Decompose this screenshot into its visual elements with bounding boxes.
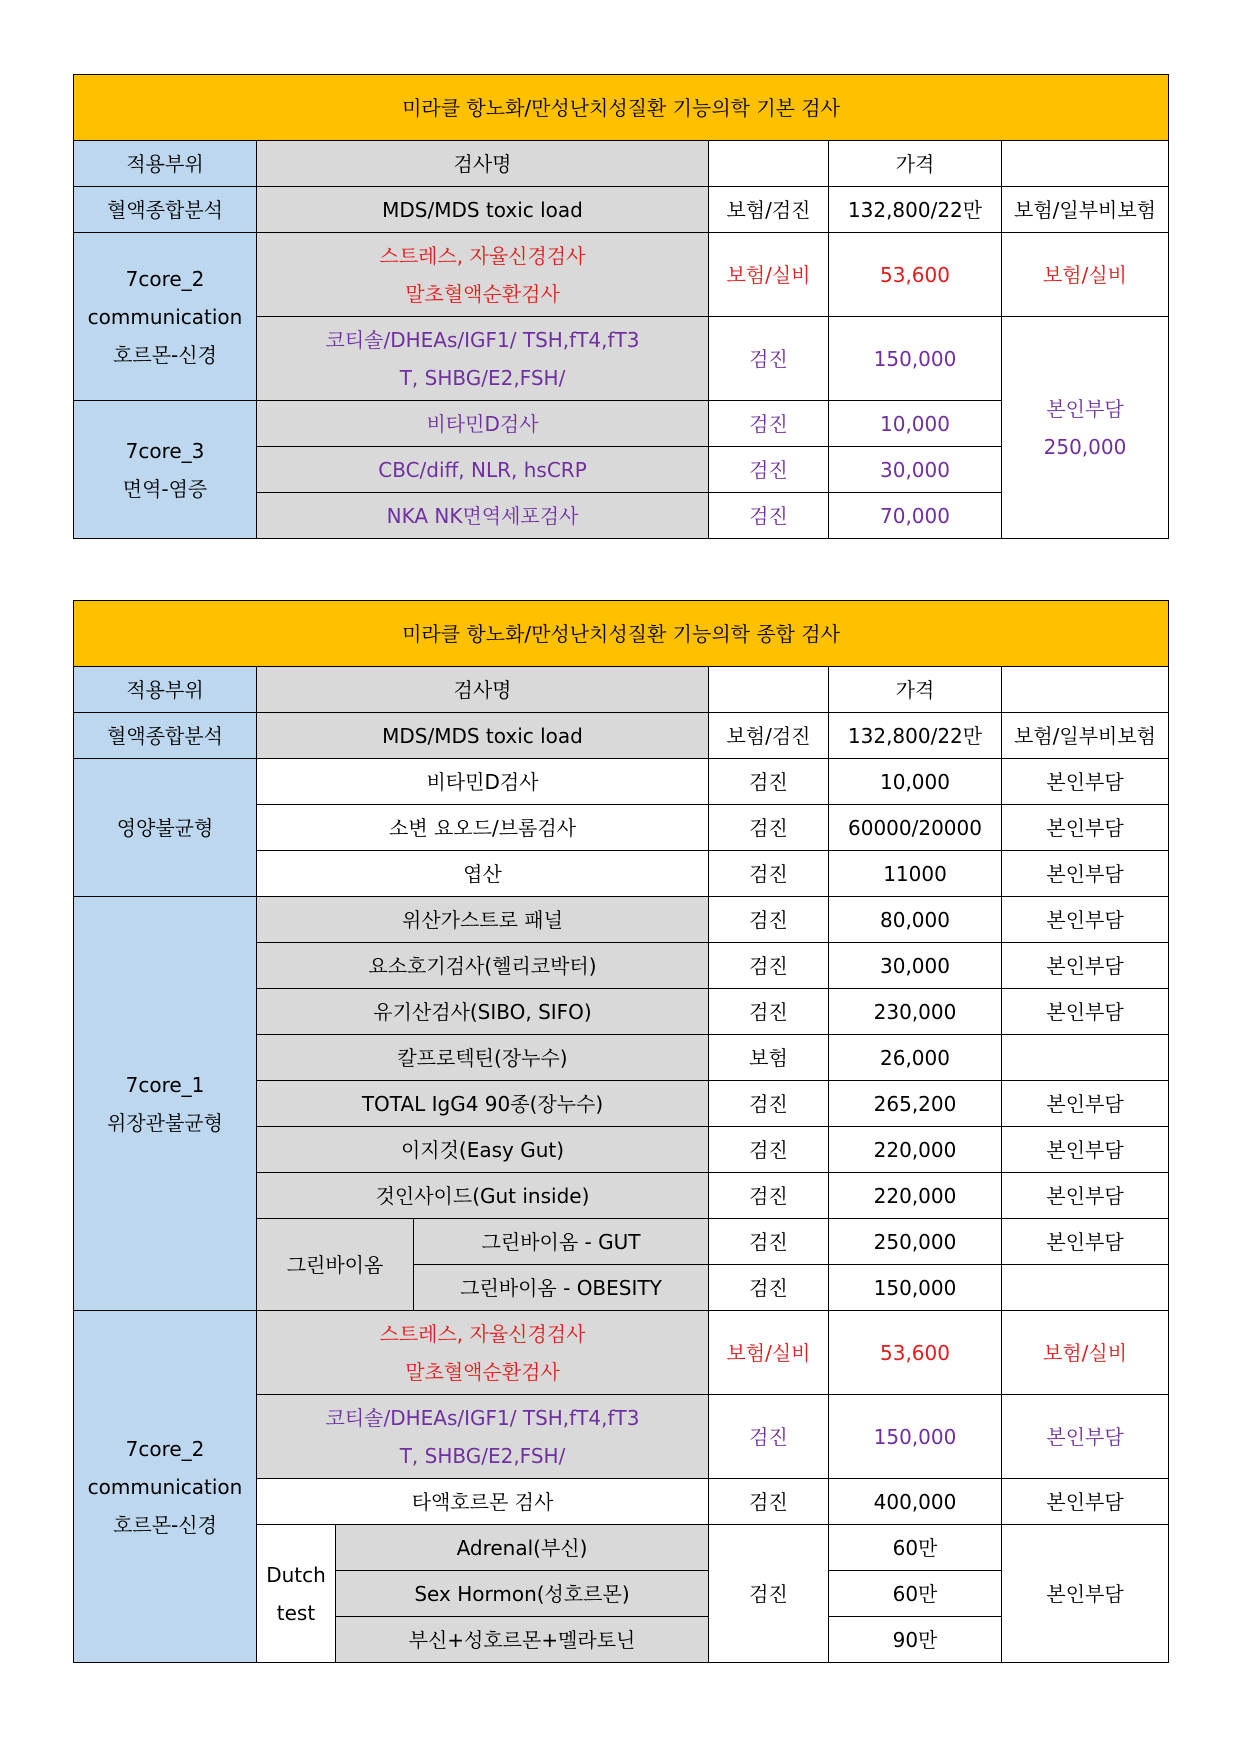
stress-name-line2: 말초혈액순환검사 xyxy=(405,281,560,306)
table-row-name: 엽산 xyxy=(257,851,709,897)
dutch-pay: 본인부담 xyxy=(1002,1525,1169,1663)
hormone-price: 150,000 xyxy=(829,1395,1002,1479)
blood-part: 혈액종합분석 xyxy=(74,713,257,759)
core3-part-line1: 7core_3 xyxy=(125,438,205,463)
stress-pay: 보험/실비 xyxy=(1002,233,1169,317)
table-row-pay: 본인부담 xyxy=(1002,989,1169,1035)
table-row-name: 비타민D검사 xyxy=(257,759,709,805)
table-row-price: 11000 xyxy=(829,851,1002,897)
nutrition-part: 영양불균형 xyxy=(74,759,257,897)
core3-part xyxy=(74,401,257,539)
table-row-type: 검진 xyxy=(709,897,829,943)
core2-part-line3: 호르몬-신경 xyxy=(113,1512,217,1537)
stress-price: 53,600 xyxy=(829,1311,1002,1395)
comprehensive-test-table xyxy=(73,600,1169,1663)
table-row-pay: 본인부담 xyxy=(1002,1173,1169,1219)
hormone-test-name xyxy=(257,1395,709,1479)
dutch-line2: test xyxy=(276,1600,316,1625)
table-row-pay xyxy=(1002,1035,1169,1081)
header-part: 적용부위 xyxy=(74,141,257,187)
table-row-name: 그린바이옴 - OBESITY xyxy=(414,1265,709,1311)
table-row-pay: 본인부담 xyxy=(1002,897,1169,943)
table-row-name: Adrenal(부신) xyxy=(336,1525,709,1571)
greenbiome-group: 그린바이옴 xyxy=(257,1219,414,1311)
table-row-price: 60만 xyxy=(829,1571,1002,1617)
header-pay xyxy=(1002,141,1169,187)
stress-name-line1: 스트레스, 자율신경검사 xyxy=(379,243,586,268)
dutch-type: 검진 xyxy=(709,1525,829,1663)
table-row-type: 검진 xyxy=(709,1265,829,1311)
header-price: 가격 xyxy=(829,667,1002,713)
table-row-name: 부신+성호르몬+멜라토닌 xyxy=(336,1617,709,1663)
hormone-name-line1: 코티솔/DHEAs/IGF1/ TSH,fT4,fT3 xyxy=(325,1405,640,1430)
table-row-price: 265,200 xyxy=(829,1081,1002,1127)
self-pay-amount: 250,000 xyxy=(1043,434,1127,459)
saliva-test-name: 타액호르몬 검사 xyxy=(257,1479,709,1525)
core1-part xyxy=(74,897,257,1311)
blood-pay: 보험/일부비보험 xyxy=(1002,713,1169,759)
hormone-type: 검진 xyxy=(709,1395,829,1479)
table-row-name: CBC/diff, NLR, hsCRP xyxy=(257,447,709,493)
hormone-name-line2: T, SHBG/E2,FSH/ xyxy=(399,365,566,390)
table-row-price: 10,000 xyxy=(829,759,1002,805)
table-row-name: 이지것(Easy Gut) xyxy=(257,1127,709,1173)
table-row-name: TOTAL IgG4 90종(장누수) xyxy=(257,1081,709,1127)
stress-name-line2: 말초혈액순환검사 xyxy=(405,1359,560,1384)
core2-part-line2: communication xyxy=(87,304,243,329)
table-row-pay: 본인부담 xyxy=(1002,943,1169,989)
table-row-price: 60000/20000 xyxy=(829,805,1002,851)
table-row-pay: 본인부담 xyxy=(1002,759,1169,805)
header-price: 가격 xyxy=(829,141,1002,187)
table-row-type: 검진 xyxy=(709,1081,829,1127)
stress-type: 보험/실비 xyxy=(709,233,829,317)
core2-part-line1: 7core_2 xyxy=(125,1436,205,1461)
table-row-pay: 본인부담 xyxy=(1002,1081,1169,1127)
blood-name: MDS/MDS toxic load xyxy=(257,187,709,233)
table-row-type: 검진 xyxy=(709,447,829,493)
comprehensive-title: 미라클 항노화/만성난치성질환 기능의학 종합 검사 xyxy=(74,601,1169,667)
core2-part-line3: 호르몬-신경 xyxy=(113,342,217,367)
blood-price: 132,800/22만 xyxy=(829,187,1002,233)
table-row-name: NKA NK면역세포검사 xyxy=(257,493,709,539)
table-row-pay: 본인부담 xyxy=(1002,1127,1169,1173)
table-row-type: 검진 xyxy=(709,1219,829,1265)
stress-test-name xyxy=(257,233,709,317)
hormone-type: 검진 xyxy=(709,317,829,401)
stress-type: 보험/실비 xyxy=(709,1311,829,1395)
table-row-price: 220,000 xyxy=(829,1127,1002,1173)
table-row-price: 250,000 xyxy=(829,1219,1002,1265)
table-row-name: 소변 요오드/브롬검사 xyxy=(257,805,709,851)
saliva-pay: 본인부담 xyxy=(1002,1479,1169,1525)
table-row-price: 90만 xyxy=(829,1617,1002,1663)
table-row-pay xyxy=(1002,1265,1169,1311)
table-row-name: 비타민D검사 xyxy=(257,401,709,447)
table-row-type: 검진 xyxy=(709,1173,829,1219)
stress-name-line1: 스트레스, 자율신경검사 xyxy=(379,1321,586,1346)
dutch-test-group xyxy=(257,1525,336,1663)
table-row-type: 검진 xyxy=(709,851,829,897)
table-row-price: 150,000 xyxy=(829,1265,1002,1311)
blood-pay: 보험/일부비보험 xyxy=(1002,187,1169,233)
table-row-pay: 본인부담 xyxy=(1002,805,1169,851)
blood-name: MDS/MDS toxic load xyxy=(257,713,709,759)
blood-type: 보험/검진 xyxy=(709,713,829,759)
self-pay-total xyxy=(1002,317,1169,539)
hormone-price: 150,000 xyxy=(829,317,1002,401)
stress-pay: 보험/실비 xyxy=(1002,1311,1169,1395)
table-row-price: 220,000 xyxy=(829,1173,1002,1219)
hormone-name-line2: T, SHBG/E2,FSH/ xyxy=(399,1443,566,1468)
saliva-price: 400,000 xyxy=(829,1479,1002,1525)
table-row-type: 검진 xyxy=(709,805,829,851)
table-row-type: 검진 xyxy=(709,1127,829,1173)
table-row-type: 보험 xyxy=(709,1035,829,1081)
saliva-type: 검진 xyxy=(709,1479,829,1525)
blood-type: 보험/검진 xyxy=(709,187,829,233)
table-row-type: 검진 xyxy=(709,493,829,539)
table-row-name: 요소호기검사(헬리코박터) xyxy=(257,943,709,989)
blood-part: 혈액종합분석 xyxy=(74,187,257,233)
dutch-line1: Dutch xyxy=(266,1562,326,1587)
table-row-type: 검진 xyxy=(709,401,829,447)
table-row-price: 80,000 xyxy=(829,897,1002,943)
table-row-price: 60만 xyxy=(829,1525,1002,1571)
table-row-name: 것인사이드(Gut inside) xyxy=(257,1173,709,1219)
blood-price: 132,800/22만 xyxy=(829,713,1002,759)
core2-part-line1: 7core_2 xyxy=(125,266,205,291)
table-row-price: 230,000 xyxy=(829,989,1002,1035)
header-pay xyxy=(1002,667,1169,713)
hormone-pay: 본인부담 xyxy=(1002,1395,1169,1479)
table-row-type: 검진 xyxy=(709,759,829,805)
stress-price: 53,600 xyxy=(829,233,1002,317)
self-pay-label: 본인부담 xyxy=(1046,396,1124,421)
table-row-price: 10,000 xyxy=(829,401,1002,447)
header-type xyxy=(709,667,829,713)
table-row-name: 위산가스트로 패널 xyxy=(257,897,709,943)
core1-part-line2: 위장관불균형 xyxy=(107,1110,223,1135)
table-row-pay: 본인부담 xyxy=(1002,1219,1169,1265)
table-row-price: 30,000 xyxy=(829,943,1002,989)
table-row-pay: 본인부담 xyxy=(1002,851,1169,897)
table-row-price: 30,000 xyxy=(829,447,1002,493)
table-row-name: 칼프로텍틴(장누수) xyxy=(257,1035,709,1081)
stress-test-name xyxy=(257,1311,709,1395)
table-row-name: Sex Hormon(성호르몬) xyxy=(336,1571,709,1617)
table-row-price: 70,000 xyxy=(829,493,1002,539)
hormone-test-name xyxy=(257,317,709,401)
table-row-price: 26,000 xyxy=(829,1035,1002,1081)
header-part: 적용부위 xyxy=(74,667,257,713)
hormone-name-line1: 코티솔/DHEAs/IGF1/ TSH,fT4,fT3 xyxy=(325,327,640,352)
core2-part-line2: communication xyxy=(87,1474,243,1499)
table-row-type: 검진 xyxy=(709,989,829,1035)
core2-part xyxy=(74,233,257,401)
core2-part xyxy=(74,1311,257,1663)
header-name: 검사명 xyxy=(257,667,709,713)
table-row-name: 그린바이옴 - GUT xyxy=(414,1219,709,1265)
table-row-type: 검진 xyxy=(709,943,829,989)
basic-title: 미라클 항노화/만성난치성질환 기능의학 기본 검사 xyxy=(74,75,1169,141)
header-name: 검사명 xyxy=(257,141,709,187)
core1-part-line1: 7core_1 xyxy=(125,1072,205,1097)
header-type xyxy=(709,141,829,187)
core3-part-line2: 면역-염증 xyxy=(122,476,208,501)
table-row-name: 유기산검사(SIBO, SIFO) xyxy=(257,989,709,1035)
basic-test-table xyxy=(73,74,1169,539)
